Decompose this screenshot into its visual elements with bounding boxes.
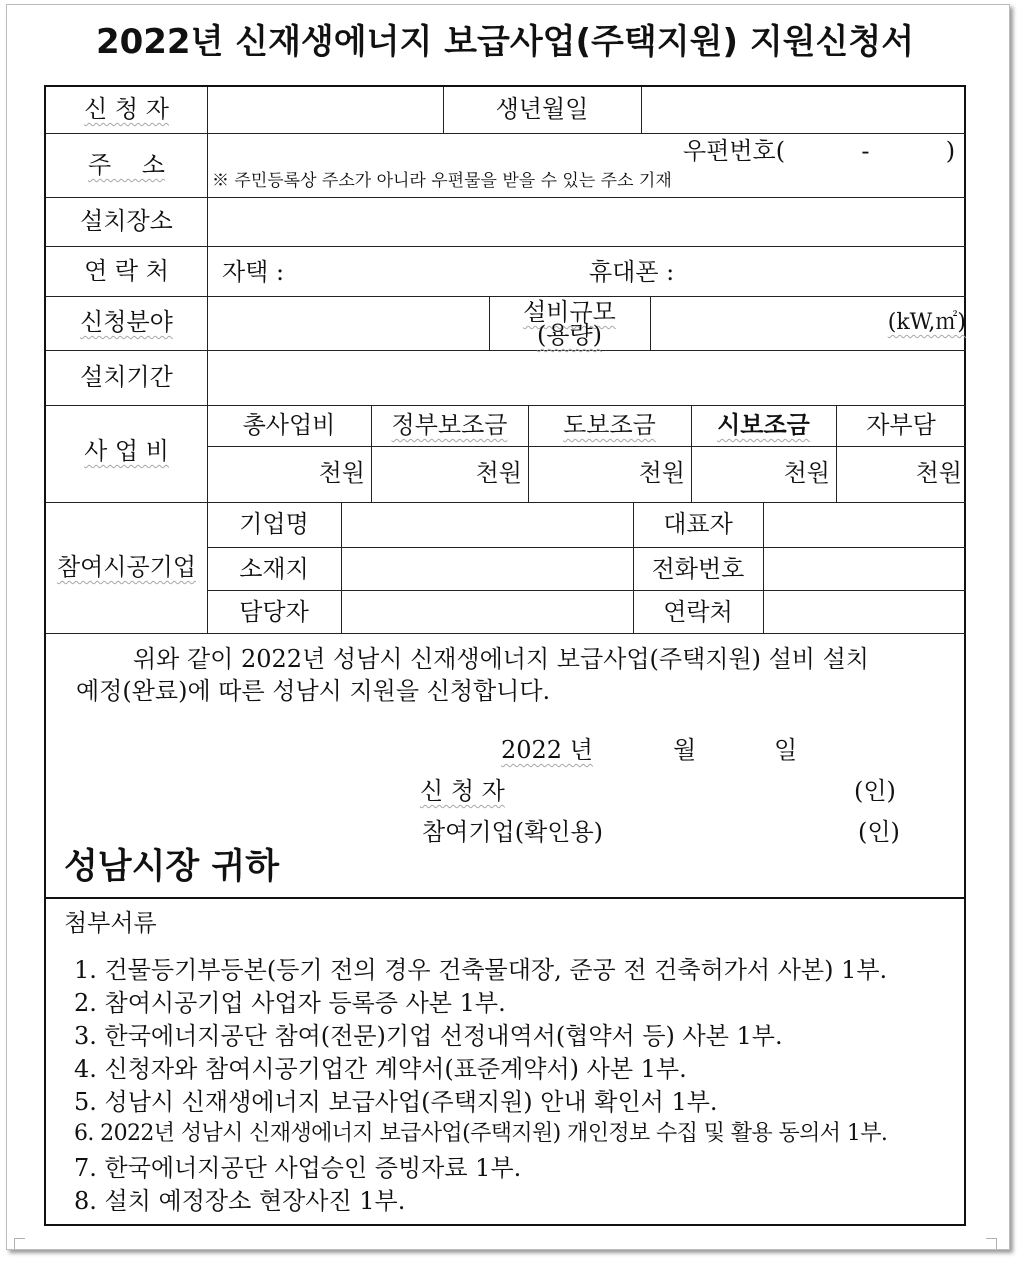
birthdate-label: 생년월일: [495, 95, 589, 123]
page-corner-mark: [14, 1238, 25, 1249]
applicant-label: 신 청 자: [84, 95, 169, 123]
seal-applicant[interactable]: (인): [854, 777, 896, 805]
self-pay-unit[interactable]: 천원: [915, 459, 962, 487]
contact-label: 연 락 처: [84, 257, 169, 285]
date-month[interactable]: 월: [673, 736, 697, 764]
install-location-field[interactable]: [208, 198, 966, 246]
province-subsidy-label: 도보조금: [563, 411, 656, 439]
recipient: 성남시장 귀하: [64, 847, 280, 887]
attachment-item-3: 3. 한국에너지공단 참여(전문)기업 선정내역서(협약서 등) 사본 1부.: [74, 1022, 783, 1050]
form-title: 2022년 신재생에너지 보급사업(주택지원) 지원신청서: [95, 22, 915, 62]
application-form: [44, 85, 966, 1226]
gov-subsidy-label: 정부보조금: [391, 411, 508, 439]
self-pay-label: 자부담: [866, 411, 936, 439]
attachments-heading: 첨부서류: [64, 909, 157, 937]
application-field-label: 신청분야: [80, 308, 173, 336]
application-field-input[interactable]: [208, 297, 489, 350]
attachment-item-5: 5. 성남시 신재생에너지 보급사업(주택지원) 안내 확인서 1부.: [74, 1088, 718, 1116]
representative-label: 대표자: [663, 510, 733, 538]
attachment-item-6: 6. 2022년 성남시 신재생에너지 보급사업(주택지원) 개인정보 수집 및 활용 동의서 1부.: [74, 1121, 888, 1146]
manager-contact-label: 연락처: [663, 598, 733, 626]
statement-line-1: 위와 같이 2022년 성남시 신재생에너지 보급사업(주택지원) 설비 설치: [133, 645, 869, 673]
birthdate-field[interactable]: [642, 87, 966, 133]
company-name-label: 기업명: [239, 510, 309, 538]
statement-line-2: 예정(완료)에 따른 성남시 지원을 신청합니다.: [76, 677, 551, 705]
attachment-item-1: 1. 건물등기부등본(등기 전의 경우 건축물대장, 준공 전 건축허가서 사본) 1부.: [74, 956, 888, 984]
gov-subsidy-unit[interactable]: 천원: [475, 459, 522, 487]
capacity-unit: (kW,㎡): [887, 310, 966, 335]
project-cost-label: 사 업 비: [84, 437, 169, 465]
date-year[interactable]: 2022 년: [501, 736, 593, 764]
facility-scale-label: 설비규모: [523, 298, 616, 326]
total-cost-unit[interactable]: 천원: [318, 459, 365, 487]
mobile-label[interactable]: 휴대폰 :: [589, 258, 675, 286]
install-location-label: 설치장소: [80, 207, 173, 235]
address-note: ※ 주민등록상 주소가 아니라 우편물을 받을 수 있는 주소 기재: [212, 171, 672, 191]
province-subsidy-unit[interactable]: 천원: [638, 459, 685, 487]
attachment-item-8: 8. 설치 예정장소 현장사진 1부.: [74, 1187, 406, 1215]
signer-applicant: 신 청 자: [420, 777, 505, 805]
city-subsidy-unit[interactable]: 천원: [783, 459, 830, 487]
postal-code[interactable]: 우편번호( - ): [683, 137, 956, 165]
address-label: 주 소: [88, 151, 165, 179]
attachment-item-7: 7. 한국에너지공단 사업승인 증빙자료 1부.: [74, 1154, 522, 1182]
install-period-label: 설치기간: [80, 363, 173, 391]
total-cost-label: 총사업비: [242, 411, 336, 439]
attachment-item-4: 4. 신청자와 참여시공기업간 계약서(표준계약서) 사본 1부.: [74, 1055, 687, 1083]
install-period-field[interactable]: [208, 351, 966, 405]
city-subsidy-label: 시보조금: [717, 410, 810, 439]
phone-label: 전화번호: [651, 555, 745, 583]
seal-company[interactable]: (인): [858, 818, 900, 846]
home-phone-label[interactable]: 자택 :: [222, 258, 285, 286]
page-corner-mark: [986, 1238, 997, 1249]
manager-label: 담당자: [239, 598, 309, 626]
location-label: 소재지: [239, 555, 309, 583]
signer-company: 참여기업(확인용): [422, 818, 604, 846]
applicant-name-field[interactable]: [208, 87, 443, 133]
attachment-item-2: 2. 참여시공기업 사업자 등록증 사본 1부.: [74, 989, 506, 1017]
contractor-label: 참여시공기업: [56, 553, 197, 581]
date-day[interactable]: 일: [774, 736, 798, 764]
capacity-label: (용량): [536, 321, 603, 349]
